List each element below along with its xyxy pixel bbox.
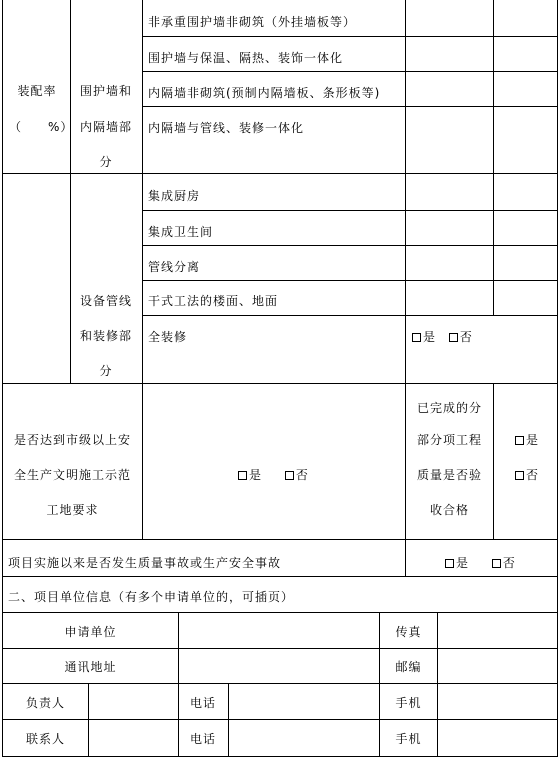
quality-question-line-3: 质量是否验 xyxy=(416,468,482,482)
grid-line-vertical xyxy=(2,0,3,757)
quality-question-line-4: 收合格 xyxy=(429,503,469,517)
grid-line-horizontal xyxy=(2,539,558,540)
grid-line-horizontal xyxy=(2,576,558,577)
equip-section-line-1: 设备管线 xyxy=(79,294,132,308)
grid-line-horizontal xyxy=(2,173,558,174)
grid-line-horizontal xyxy=(2,383,558,384)
quality-question-line-2: 部分项工程 xyxy=(416,433,482,447)
checkbox-yes[interactable] xyxy=(238,471,247,480)
grid-line-vertical xyxy=(405,539,406,577)
accident-options: 是 否 xyxy=(445,556,516,570)
wall-section-line-2: 内隔墙部 xyxy=(79,120,132,134)
leader-label: 负责人 xyxy=(25,696,65,710)
fax-input[interactable] xyxy=(438,614,556,648)
wall-section-line-3: 分 xyxy=(99,155,113,169)
safety-question-line-1: 是否达到市级以上安 xyxy=(13,433,131,447)
grid-line-vertical xyxy=(557,0,558,757)
phone-label: 电话 xyxy=(189,732,216,746)
postcode-input[interactable] xyxy=(438,649,556,683)
equip-item: 集成厨房 xyxy=(148,189,201,203)
grid-line-horizontal xyxy=(2,612,558,613)
quality-option-yes: 是 xyxy=(515,433,539,447)
equip-item: 全装修 xyxy=(148,330,188,344)
safety-options: 是 否 xyxy=(238,468,309,482)
equip-item: 集成卫生间 xyxy=(148,225,214,239)
mobile-label: 手机 xyxy=(395,696,422,710)
grid-line-horizontal xyxy=(142,106,558,107)
contact-input[interactable] xyxy=(89,720,177,756)
checkbox-yes[interactable] xyxy=(515,436,524,445)
grid-line-horizontal xyxy=(142,210,558,211)
address-label: 通讯地址 xyxy=(64,660,117,674)
quality-question-line-1: 已完成的分 xyxy=(416,401,482,415)
leader-mobile-input[interactable] xyxy=(438,684,556,719)
wall-section-line-1: 围护墙和 xyxy=(79,84,132,98)
equip-section-line-3: 分 xyxy=(99,364,113,378)
contact-phone-input[interactable] xyxy=(229,720,379,756)
safety-question-line-2: 全生产文明施工示范 xyxy=(13,468,131,482)
grid-line-horizontal xyxy=(142,315,558,316)
checkbox-yes[interactable] xyxy=(412,333,421,342)
fax-label: 传真 xyxy=(395,625,422,639)
mobile-label: 手机 xyxy=(395,732,422,746)
assembly-rate-unit: （ %） xyxy=(9,120,74,134)
wall-item: 围护墙与保温、隔热、装饰一体化 xyxy=(148,51,344,65)
grid-line-vertical xyxy=(493,383,494,540)
leader-phone-input[interactable] xyxy=(229,684,379,719)
checkbox-yes[interactable] xyxy=(445,559,454,568)
section-title: 二、项目单位信息（有多个申请单位的，可插页） xyxy=(8,590,295,604)
wall-item: 非承重围护墙非砌筑（外挂墙板等） xyxy=(148,15,357,29)
accident-question: 项目实施以来是否发生质量事故或生产安全事故 xyxy=(8,556,282,570)
grid-line-horizontal xyxy=(142,36,558,37)
checkbox-no[interactable] xyxy=(449,333,458,342)
contact-mobile-input[interactable] xyxy=(438,720,556,756)
wall-item: 内隔墙与管线、装修一体化 xyxy=(148,121,305,135)
grid-line-horizontal xyxy=(142,280,558,281)
grid-line-vertical xyxy=(493,0,494,316)
grid-line-horizontal xyxy=(142,245,558,246)
grid-line-horizontal xyxy=(2,756,558,757)
full-decoration-options: 是 否 xyxy=(412,330,473,344)
equip-item: 干式工法的楼面、地面 xyxy=(148,294,279,308)
assembly-rate-label: 装配率 xyxy=(17,84,57,98)
applicant-label: 申请单位 xyxy=(64,625,117,639)
address-input[interactable] xyxy=(179,649,379,683)
checkbox-no[interactable] xyxy=(492,559,501,568)
safety-question-line-3: 工地要求 xyxy=(46,503,99,517)
grid-line-vertical xyxy=(142,0,143,540)
quality-option-no: 否 xyxy=(515,468,539,482)
leader-input[interactable] xyxy=(89,684,177,719)
checkbox-no[interactable] xyxy=(515,471,524,480)
equip-section-line-2: 和装修部 xyxy=(79,329,132,343)
grid-line-vertical xyxy=(405,0,406,540)
wall-item: 内隔墙非砌筑(预制内隔墙板、条形板等) xyxy=(148,86,381,100)
checkbox-no[interactable] xyxy=(285,471,294,480)
grid-line-vertical xyxy=(70,0,71,384)
postcode-label: 邮编 xyxy=(395,660,422,674)
equip-item: 管线分离 xyxy=(148,260,201,274)
grid-line-horizontal xyxy=(142,71,558,72)
applicant-input[interactable] xyxy=(179,614,379,648)
phone-label: 电话 xyxy=(189,696,216,710)
contact-label: 联系人 xyxy=(25,732,65,746)
